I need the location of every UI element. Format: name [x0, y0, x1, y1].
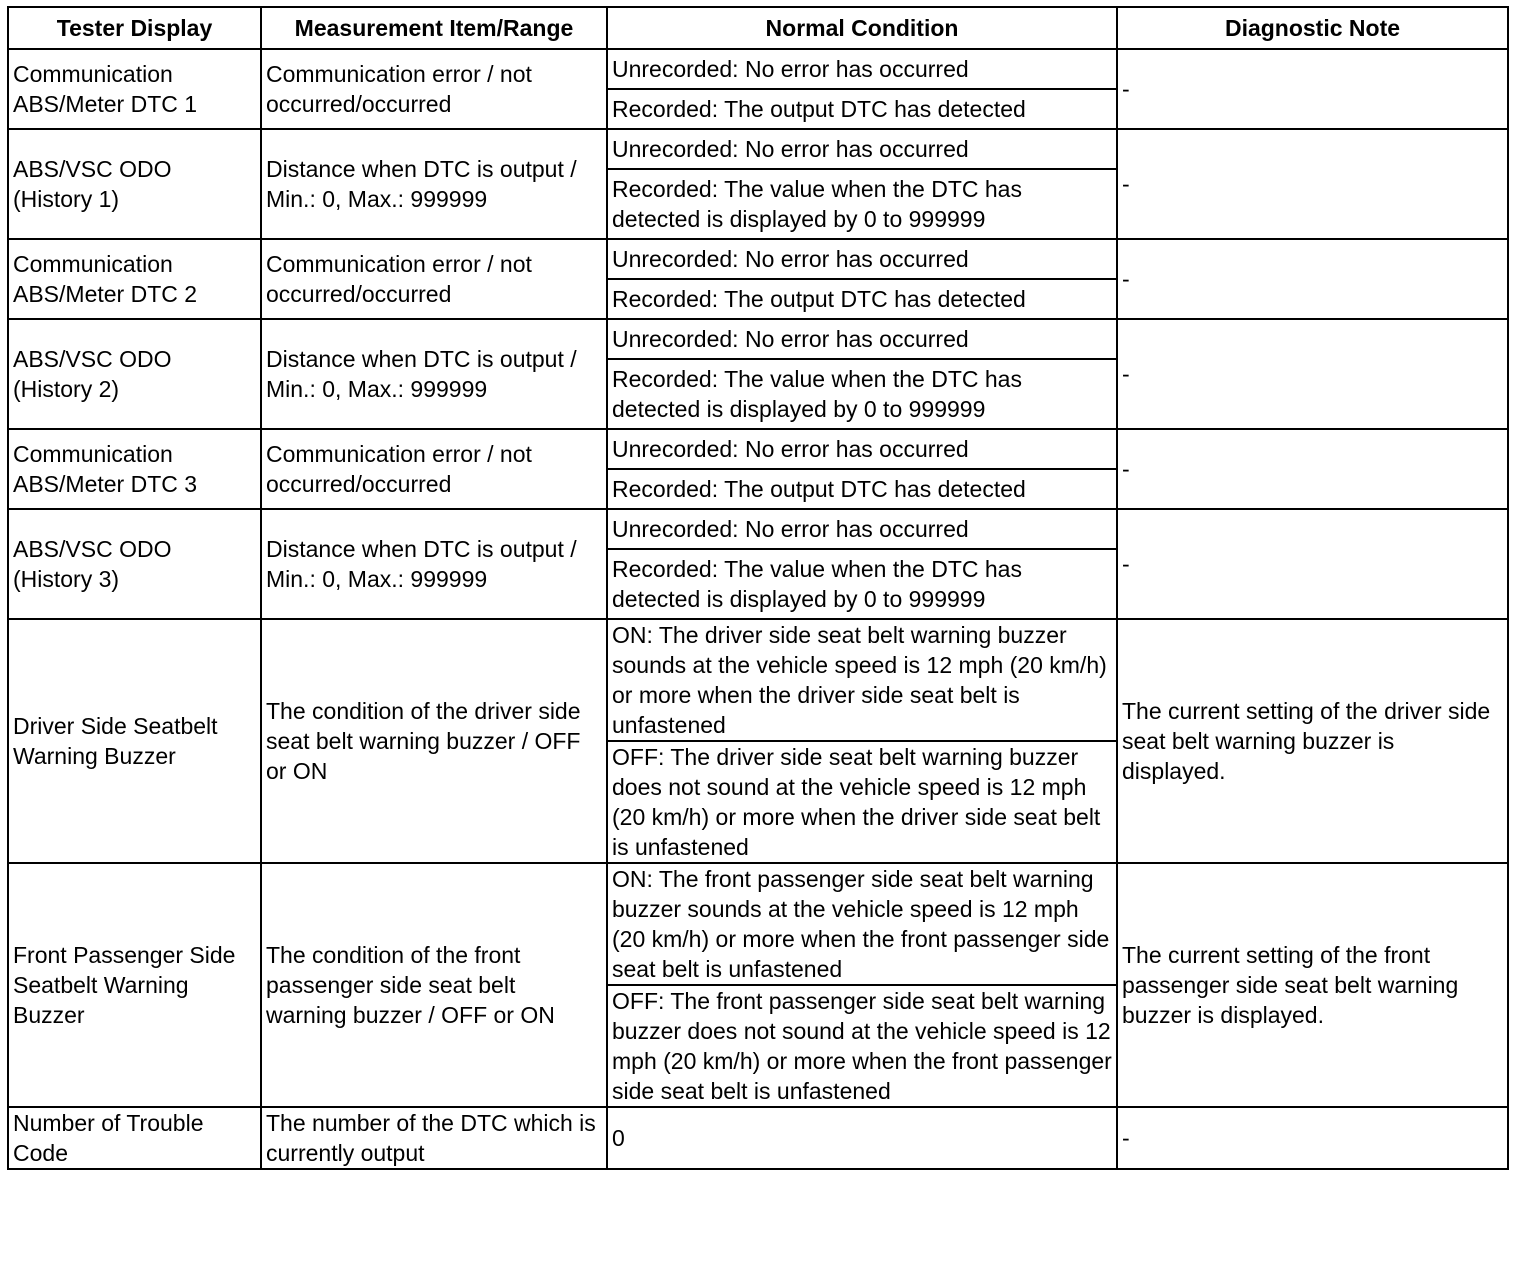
tester-display-cell: Communication ABS/Meter DTC 3 — [8, 429, 261, 509]
measurement-cell: The condition of the driver side seat belt warning buzzer / OFF or ON — [261, 619, 607, 863]
measurement-cell: Communication error / not occurred/occurred — [261, 429, 607, 509]
table-row — [8, 49, 1508, 89]
normal-condition-cell: 0 — [607, 1107, 1117, 1169]
measurement-cell: Distance when DTC is output / Min.: 0, Max.: 999999 — [261, 129, 607, 239]
table-row — [8, 429, 1508, 469]
normal-condition-cell: Unrecorded: No error has occurred — [607, 509, 1117, 549]
measurement-cell: The condition of the front passenger side seat belt warning buzzer / OFF or ON — [261, 863, 607, 1107]
header-normal-condition: Normal Condition — [607, 7, 1117, 49]
normal-condition-cell: Unrecorded: No error has occurred — [607, 239, 1117, 279]
diagnostic-note-cell: - — [1117, 239, 1508, 319]
measurement-cell: Communication error / not occurred/occurred — [261, 49, 607, 129]
diagnostic-note-cell: The current setting of the driver side seat belt warning buzzer is displayed. — [1117, 619, 1508, 863]
normal-condition-cell: Unrecorded: No error has occurred — [607, 129, 1117, 169]
tester-display-cell: ABS/VSC ODO (History 3) — [8, 509, 261, 619]
normal-condition-cell: Recorded: The output DTC has detected — [607, 89, 1117, 129]
tester-display-cell: Number of Trouble Code — [8, 1107, 261, 1169]
measurement-cell: Distance when DTC is output / Min.: 0, Max.: 999999 — [261, 319, 607, 429]
tester-display-cell: Driver Side Seatbelt Warning Buzzer — [8, 619, 261, 863]
tester-display-cell: ABS/VSC ODO (History 1) — [8, 129, 261, 239]
diagnostic-note-cell: - — [1117, 319, 1508, 429]
diagnostic-note-cell: - — [1117, 509, 1508, 619]
tester-display-cell: Communication ABS/Meter DTC 1 — [8, 49, 261, 129]
diagnostic-note-cell: - — [1117, 429, 1508, 509]
table-row — [8, 863, 1508, 985]
diagnostic-note-cell: - — [1117, 129, 1508, 239]
header-row — [8, 7, 1508, 49]
normal-condition-cell: Recorded: The value when the DTC has detected is displayed by 0 to 999999 — [607, 169, 1117, 239]
tester-display-cell: Front Passenger Side Seatbelt Warning Buzzer — [8, 863, 261, 1107]
normal-condition-cell: ON: The front passenger side seat belt warning buzzer sounds at the vehicle speed is 12 mph (20 km/h) or more when the front passenger side seat belt is unfastened — [607, 863, 1117, 985]
header-diagnostic-note: Diagnostic Note — [1117, 7, 1508, 49]
diagnostic-note-cell: The current setting of the front passenger side seat belt warning buzzer is displayed. — [1117, 863, 1508, 1107]
diagnostic-data-table — [7, 6, 1509, 1170]
tester-display-cell: ABS/VSC ODO (History 2) — [8, 319, 261, 429]
table-row — [8, 129, 1508, 169]
normal-condition-cell: Recorded: The output DTC has detected — [607, 279, 1117, 319]
header-tester-display: Tester Display — [8, 7, 261, 49]
measurement-cell: Communication error / not occurred/occurred — [261, 239, 607, 319]
header-measurement-item: Measurement Item/Range — [261, 7, 607, 49]
diagnostic-note-cell: - — [1117, 49, 1508, 129]
measurement-cell: Distance when DTC is output / Min.: 0, Max.: 999999 — [261, 509, 607, 619]
normal-condition-cell: Recorded: The output DTC has detected — [607, 469, 1117, 509]
normal-condition-cell: OFF: The front passenger side seat belt warning buzzer does not sound at the vehicle speed is 12 mph (20 km/h) or more when the front passenger side seat belt is unfastened — [607, 985, 1117, 1107]
measurement-cell: The number of the DTC which is currently output — [261, 1107, 607, 1169]
normal-condition-cell: Recorded: The value when the DTC has detected is displayed by 0 to 999999 — [607, 549, 1117, 619]
normal-condition-cell: ON: The driver side seat belt warning buzzer sounds at the vehicle speed is 12 mph (20 km/h) or more when the driver side seat belt is unfastened — [607, 619, 1117, 741]
tester-display-cell: Communication ABS/Meter DTC 2 — [8, 239, 261, 319]
normal-condition-cell: Unrecorded: No error has occurred — [607, 429, 1117, 469]
normal-condition-cell: Unrecorded: No error has occurred — [607, 319, 1117, 359]
table-row — [8, 239, 1508, 279]
table-row — [8, 619, 1508, 741]
normal-condition-cell: Unrecorded: No error has occurred — [607, 49, 1117, 89]
table-row — [8, 509, 1508, 549]
table-row — [8, 319, 1508, 359]
normal-condition-cell: OFF: The driver side seat belt warning buzzer does not sound at the vehicle speed is 12 mph (20 km/h) or more when the driver side seat belt is unfastened — [607, 741, 1117, 863]
diagnostic-note-cell: - — [1117, 1107, 1508, 1169]
normal-condition-cell: Recorded: The value when the DTC has detected is displayed by 0 to 999999 — [607, 359, 1117, 429]
table-row — [8, 1107, 1508, 1169]
